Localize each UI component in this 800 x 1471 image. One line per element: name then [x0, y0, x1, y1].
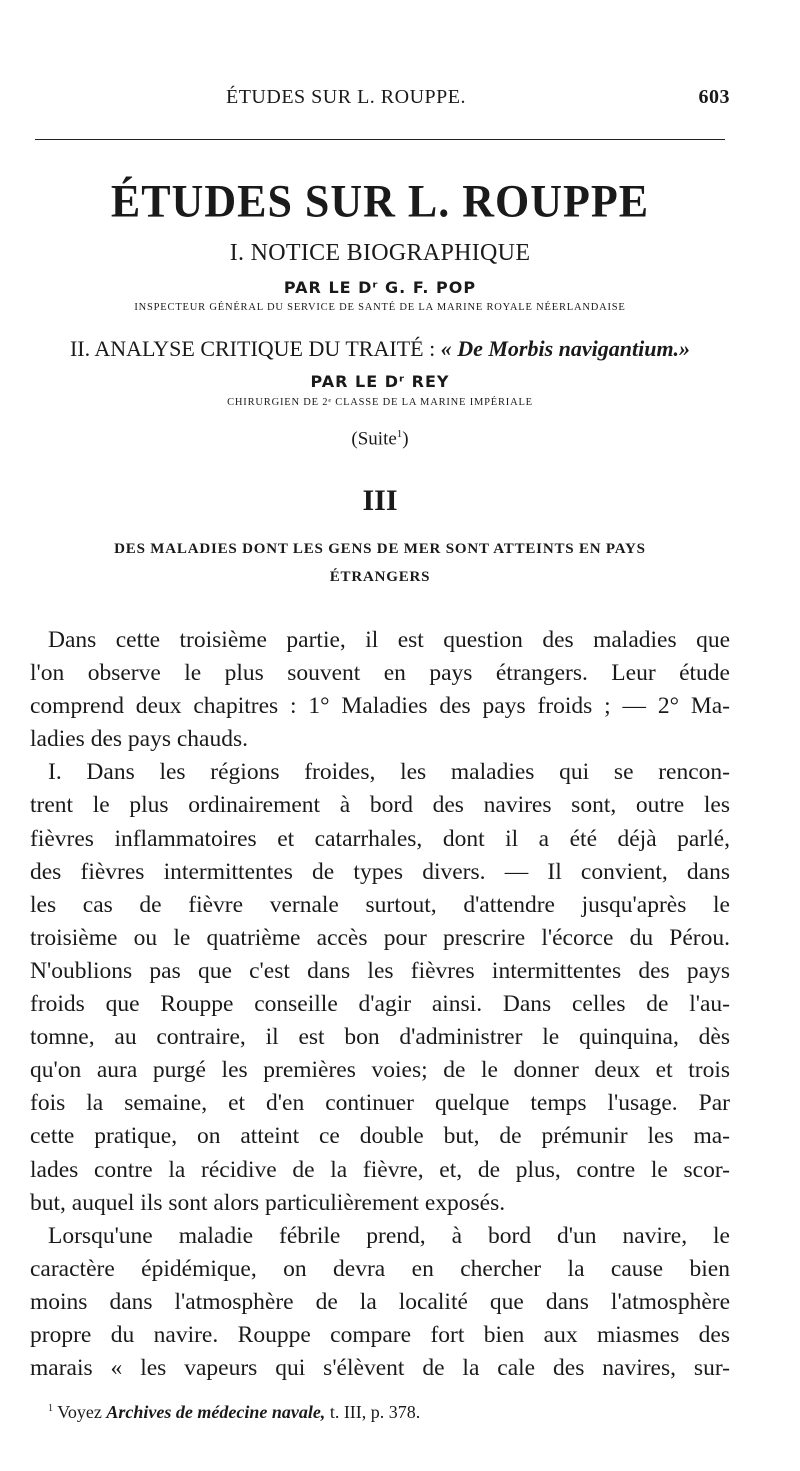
section-title-line1: DES MALADIES DONT LES GENS DE MER SONT ATTEINTS EN PAYS [114, 541, 646, 557]
body-line: qu'on aura purgé les premières voies; de le donner deux et trois [30, 1057, 730, 1084]
body-line: trent le plus ordinairement à bord des navires sont, outre les [30, 792, 730, 819]
body-line: des fièvres intermittentes de types divers. — Il convient, dans [30, 858, 730, 885]
body-line: les cas de fièvre vernale surtout, d'attendre jusqu'après le [30, 891, 730, 918]
part1-heading: I. NOTICE BIOGRAPHIQUE [229, 240, 531, 266]
part2-heading [30, 336, 730, 362]
main-title: ÉTUDES SUR L. ROUPPE [110, 175, 650, 228]
section-title-line2: ÉTRANGERS [329, 569, 431, 585]
body-line: froids que Rouppe conseille d'agir ainsi. Dans celles de l'au- [30, 991, 730, 1018]
footnote [48, 1402, 420, 1423]
body-line: but, auquel ils sont alors particulièrement exposés. [30, 1189, 506, 1216]
body-line: ladies des pays chauds. [30, 726, 248, 753]
author2-byline: PAR LE Dʳ REY [310, 372, 450, 391]
suite-footnote-marker: 1 [396, 428, 403, 440]
body-line: lades contre la récidive de la fièvre, et, de plus, contre le scor- [30, 1156, 730, 1183]
author1-title: INSPECTEUR GÉNÉRAL DU SERVICE DE SANTÉ DE LA MARINE ROYALE NÉERLANDAISE [134, 302, 626, 313]
running-head [30, 86, 730, 116]
footnote-reference: t. III, p. 378. [329, 1402, 421, 1422]
body-line: tomne, au contraire, il est bon d'administrer le quinquina, dès [30, 1024, 730, 1051]
body-line: caractère épidémique, on devra en chercher la cause bien [30, 1255, 730, 1282]
part2-work-title: « De Morbis navigantium.» [440, 336, 691, 361]
section-number: III [362, 484, 398, 517]
header-rule [35, 139, 725, 140]
body-line: propre du navire. Rouppe compare fort bien aux miasmes des [30, 1321, 730, 1348]
body-line: fièvres inflammatoires et catarrhales, dont il a été déjà parlé, [30, 825, 730, 852]
author1-byline: PAR LE Dʳ G. F. POP [283, 278, 477, 297]
body-line: l'on observe le plus souvent en pays étrangers. Leur étude [30, 660, 730, 687]
body-line: fois la semaine, et d'en continuer quelque temps l'usage. Par [30, 1090, 730, 1117]
author2-title: CHIRURGIEN DE 2ᵉ CLASSE DE LA MARINE IMPÉRIALE [227, 397, 533, 408]
body-line: N'oublions pas que c'est dans les fièvres intermittentes des pays [30, 957, 730, 984]
body-line: Dans cette troisième partie, il est question des maladies que [48, 627, 730, 653]
footnote-journal: Archives de médecine navale, [106, 1402, 326, 1422]
book-page [30, 0, 730, 1471]
suite-close: ) [402, 428, 409, 450]
body-text [30, 624, 730, 1385]
suite-text: (Suite [351, 428, 397, 450]
part2-prefix: II. ANALYSE CRITIQUE DU TRAITÉ : [69, 336, 436, 361]
running-title: ÉTUDES SUR L. ROUPPE. [226, 86, 466, 108]
page-number: 603 [698, 86, 730, 108]
body-line: marais « les vapeurs qui s'élèvent de la cale des navires, sur- [30, 1355, 730, 1382]
body-line: Lorsqu'une maladie fébrile prend, à bord d'un navire, le [48, 1222, 730, 1249]
body-line: troisième ou le quatrième accès pour prescrire l'écorce du Pérou. [30, 924, 730, 951]
body-line: I. Dans les régions froides, les maladies qui se rencon- [48, 759, 730, 786]
footnote-prefix: Voyez [57, 1402, 102, 1422]
body-line: moins dans l'atmosphère de la localité que dans l'atmosphère [30, 1288, 730, 1315]
suite-label [30, 428, 730, 450]
body-line: cette pratique, on atteint ce double but, de prémunir les ma- [30, 1123, 730, 1150]
footnote-marker: 1 [48, 1403, 53, 1414]
body-line: comprend deux chapitres : 1° Maladies des pays froids ; — 2° Ma- [30, 693, 730, 720]
